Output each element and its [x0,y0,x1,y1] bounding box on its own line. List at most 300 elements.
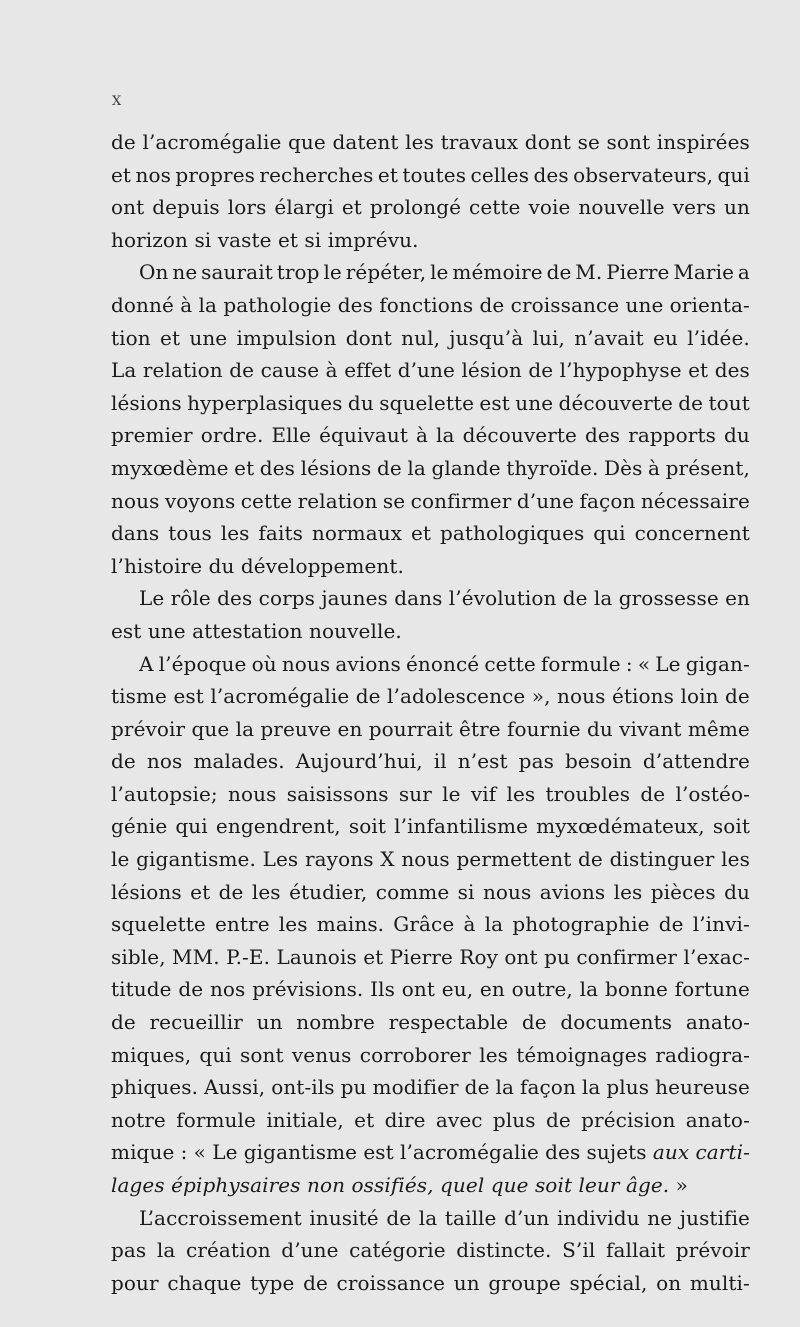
word: l’invi- [692,912,750,937]
word: heureuse [655,1075,750,1100]
word: a [737,260,750,285]
word: dire [384,1107,426,1132]
word: prévoir [675,1238,750,1263]
text-line [111,1071,750,1104]
word: un [453,1270,480,1295]
word: que [490,1173,529,1197]
word: de [376,455,402,480]
word: comme [375,879,450,904]
word: nous [228,781,277,806]
word: trop [276,260,320,285]
word: spécial, [569,1270,648,1295]
word: orienta- [669,292,750,317]
word: avions [335,651,401,676]
word: et [111,162,132,187]
word: distinguer [609,847,715,872]
word: se [382,488,406,513]
word: nos [209,977,246,1002]
word: plus [606,1075,650,1100]
word: de [464,1075,490,1100]
text-line [111,289,750,322]
word: prévisions. [252,977,364,1002]
word: cette [469,195,521,220]
word: les [405,130,434,154]
word: M. [575,260,603,285]
word: A [139,651,154,676]
word: dans [111,521,160,546]
word: étions [611,684,674,709]
word: de [528,358,554,383]
word: en [725,586,750,611]
word: saisissons [286,781,389,806]
text-line [111,256,750,289]
word: les [278,912,308,937]
word: de [111,749,136,774]
word: observateurs, [573,162,714,187]
word: pourrait [368,716,453,741]
text-line [111,224,750,257]
text-line [111,322,750,355]
word: nouvelle [578,195,665,220]
word: cette [240,488,293,513]
word: un [724,195,750,220]
word: l’exac- [683,944,750,969]
body-text [111,126,750,1299]
word: sujets [586,1140,647,1165]
word: l’acromégalie [142,130,282,154]
word: en [479,977,505,1002]
word: d’une [281,1238,339,1263]
word: lésions [111,879,182,904]
word: squelette [379,390,475,415]
text-line [111,648,750,681]
word: non [306,1173,346,1197]
word: découverte [558,390,673,415]
word: épiphysaires [171,1173,301,1197]
word: ne [172,260,198,285]
word: d’attendre [642,749,750,774]
word: inusité [309,1205,379,1230]
word: prolongé [369,195,462,220]
word: témoignages [516,1042,648,1067]
word: la [484,912,504,937]
word: la [198,292,218,317]
word: myxœdème [111,455,229,480]
word: myxœdémateux, [536,814,705,839]
word: taille [444,1205,497,1230]
word: de [386,1205,412,1230]
word: aux [652,1140,690,1165]
word: ne [647,1205,673,1230]
word: étudier, [289,879,368,904]
word: pathologiques [439,521,585,546]
word: développement. [240,553,404,578]
word: de [658,912,684,937]
word: propres [175,162,255,187]
word: carti- [695,1140,750,1165]
word: groupe [488,1270,561,1295]
word: se [577,130,600,154]
word: X [380,847,395,872]
word: prévoir [111,716,186,741]
word: de [479,292,505,317]
text-line [111,1104,750,1137]
word: On [139,260,169,285]
word: grossesse [618,586,719,611]
word: fortune [674,977,750,1002]
word: les [506,781,536,806]
word: et [363,944,384,969]
word: thyroïde. [506,455,599,480]
word: fournie [506,716,581,741]
word: l’idée. [687,325,750,350]
word: squelette [111,912,206,937]
word: fallait [605,1238,666,1263]
word: l’autopsie; [111,781,218,806]
word: loin [680,684,719,709]
text-line [111,843,750,876]
word: voyons [164,488,236,513]
word: qui [717,162,750,187]
word: lésions [300,455,372,480]
word: répéter, [345,260,427,285]
word: anato- [685,1010,750,1035]
text-line [111,387,750,420]
word: vif [470,781,497,806]
word: tisme [111,684,167,709]
word: lui, [532,325,565,350]
word: datent [332,130,399,154]
word: de [111,130,136,154]
word: leur [578,1173,620,1197]
word: des [545,1140,581,1165]
text-line [111,1039,750,1072]
word: Aussi, [204,1075,266,1100]
word: même [687,716,750,741]
word: type [250,1270,295,1295]
text-line [111,778,750,811]
word: pathologie [223,292,332,317]
word: énoncé [405,651,480,676]
word: mémoire [452,260,543,285]
word: équivaut [319,423,408,448]
word: sont [240,1042,284,1067]
word: engendrent, [215,814,341,839]
word: l’histoire [111,553,203,578]
word: lésion [461,358,522,383]
word: cette [484,651,536,676]
text-line [111,354,750,387]
word: l’époque [158,651,247,676]
word: rayons [305,847,374,872]
word: fonctions [379,292,474,317]
text-line [111,1136,750,1169]
word: depuis [152,195,220,220]
word: est [173,684,204,709]
word: des [259,455,295,480]
word: avions [539,879,606,904]
word: formule [176,1107,256,1132]
word: est [111,618,142,643]
word: croissance [510,292,620,317]
word: nous [111,488,160,513]
word: et [277,227,299,252]
word: gigan- [685,651,750,676]
word: eu [653,325,678,350]
word: il [433,749,447,774]
text-line [111,159,750,192]
word: individu [557,1205,640,1230]
word: bonne [604,977,668,1002]
word: justifie [679,1205,750,1230]
word: où [251,651,277,676]
word: du [347,390,374,415]
word: corps [258,586,316,611]
word: permettent [456,847,572,872]
word: « [637,651,651,676]
word: Marie [673,260,735,285]
word: Dès [604,455,643,480]
word: corroborer [359,1042,471,1067]
word: en [337,716,363,741]
word: mains. [316,912,385,937]
word: : [625,651,633,676]
text-line [111,973,750,1006]
text-line [111,1006,750,1039]
word: pu [340,1075,367,1100]
word: façon [519,1075,576,1100]
word: Pierre [606,260,670,285]
word: l’acromégalie [399,1140,539,1165]
word: phiques. [111,1075,199,1100]
word: à [416,423,429,448]
word: on [656,1270,682,1295]
word: multi- [689,1270,750,1295]
word: de [546,260,572,285]
word: une [147,618,186,643]
word: titude [111,977,172,1002]
word: jaunes [321,586,388,611]
word: le [442,781,461,806]
word: une [515,390,554,415]
text-line [111,615,750,648]
word: est [479,390,510,415]
word: si [304,227,322,252]
word: être [459,716,501,741]
text-line [111,582,750,615]
word: de [355,684,381,709]
word: miques, [111,1042,192,1067]
word: si [194,227,212,252]
word: élargi [274,195,334,220]
word: le [111,847,130,872]
word: cause [260,358,320,383]
word: formule [540,651,621,676]
word: une [189,325,228,350]
word: l’adolescence [387,684,526,709]
word: et [411,521,432,546]
word: du [723,423,750,448]
word: nous [482,879,532,904]
word: pièces [650,879,716,904]
word: le [430,260,449,285]
word: la [495,1075,515,1100]
word: lésions [111,390,182,415]
word: Le [212,1140,238,1165]
word: : [180,1140,188,1165]
word: dont [345,325,392,350]
text-line [111,1234,750,1267]
word: L’accroissement [139,1205,302,1230]
word: qui [593,521,626,546]
word: nécessaire [640,488,750,513]
word: des [337,292,373,317]
word: Roy [459,944,499,969]
word: n’est [457,749,508,774]
word: premier [111,423,193,448]
word: vaste [217,227,272,252]
word: catégorie [349,1238,446,1263]
word: est [363,1140,394,1165]
word: et [234,455,255,480]
word: l’évolution [448,586,557,611]
word: les [721,847,750,872]
word: sur [398,781,432,806]
word: à [463,912,476,937]
word: toutes [402,162,467,187]
word: l’hypophyse [559,358,682,383]
word: Grâce [393,912,455,937]
word: génie [111,814,168,839]
word: pu [544,944,570,969]
word: de [578,847,603,872]
word: l’infantilisme [394,814,529,839]
text-line [111,126,750,159]
word: la [418,1205,438,1230]
word: Le [655,651,681,676]
word: dont [524,130,571,154]
word: saurait [201,260,273,285]
word: rapports [628,423,716,448]
word: précision [581,1107,676,1132]
word: du [724,879,750,904]
word: glande [431,455,501,480]
word: horizon [111,227,189,252]
word: les [220,521,250,546]
word: troubles [545,781,631,806]
text-line [111,680,750,713]
text-line [111,1202,750,1235]
word: malades. [193,749,285,774]
word: vivant [619,716,682,741]
word: et [190,879,211,904]
word: initiale, [266,1107,344,1132]
word: plus [492,1107,536,1132]
word: la [436,423,455,448]
word: Launois [276,944,357,969]
word: venus [291,1042,352,1067]
word: qui [175,814,208,839]
text-line [111,452,750,485]
word: nos [135,162,171,187]
word: nos [146,749,183,774]
text-line [111,745,750,778]
word: Elle [271,423,312,448]
word: la [407,455,426,480]
word: attestation [192,618,303,643]
word: rôle [170,586,211,611]
word: tous [168,521,212,546]
text-line [111,191,750,224]
word: confirmer [410,488,512,513]
word: gigantisme [243,1140,358,1165]
word: Les [262,847,299,872]
word: une [625,292,664,317]
word: MM. [172,944,220,969]
word: les [613,879,643,904]
word: donné [111,292,174,317]
word: faits [258,521,303,546]
word: », [531,684,551,709]
text-line [111,876,750,909]
word: notre [111,1107,166,1132]
word: travaux [440,130,519,154]
word: La [111,358,137,383]
word: Le [139,586,165,611]
word: gigantisme. [136,847,256,872]
word: des [533,162,569,187]
text-line [111,1169,750,1202]
word: entre [214,912,270,937]
word: outre, [511,977,573,1002]
word: et [688,358,709,383]
word: tout [708,390,750,415]
word: d’une [397,358,455,383]
word: si [457,879,475,904]
word: la [579,977,599,1002]
word: mique [111,1140,175,1165]
word: ossifiés, [351,1173,434,1197]
word: à [648,455,661,480]
word: relation [297,488,378,513]
word: chaque [167,1270,242,1295]
word: de [303,1270,328,1295]
word: à [180,292,193,317]
word: et [377,162,398,187]
word: confirmer [576,944,678,969]
text-line [111,1267,750,1300]
word: façon [579,488,636,513]
word: normaux [311,521,403,546]
word: la [235,716,255,741]
word: la [156,1238,176,1263]
word: anato- [685,1107,750,1132]
word: photographie [512,912,650,937]
word: de [111,1010,136,1035]
word: que [191,716,230,741]
word: des [217,586,253,611]
word: les [479,1042,508,1067]
word: de [640,781,666,806]
word: l’ostéo- [675,781,750,806]
word: pas [111,1238,147,1263]
word: » [675,1173,688,1197]
word: de [725,684,750,709]
word: ont [504,944,538,969]
word: du [586,716,613,741]
word: S’il [562,1238,596,1263]
word: Aujourd’hui, [295,749,423,774]
